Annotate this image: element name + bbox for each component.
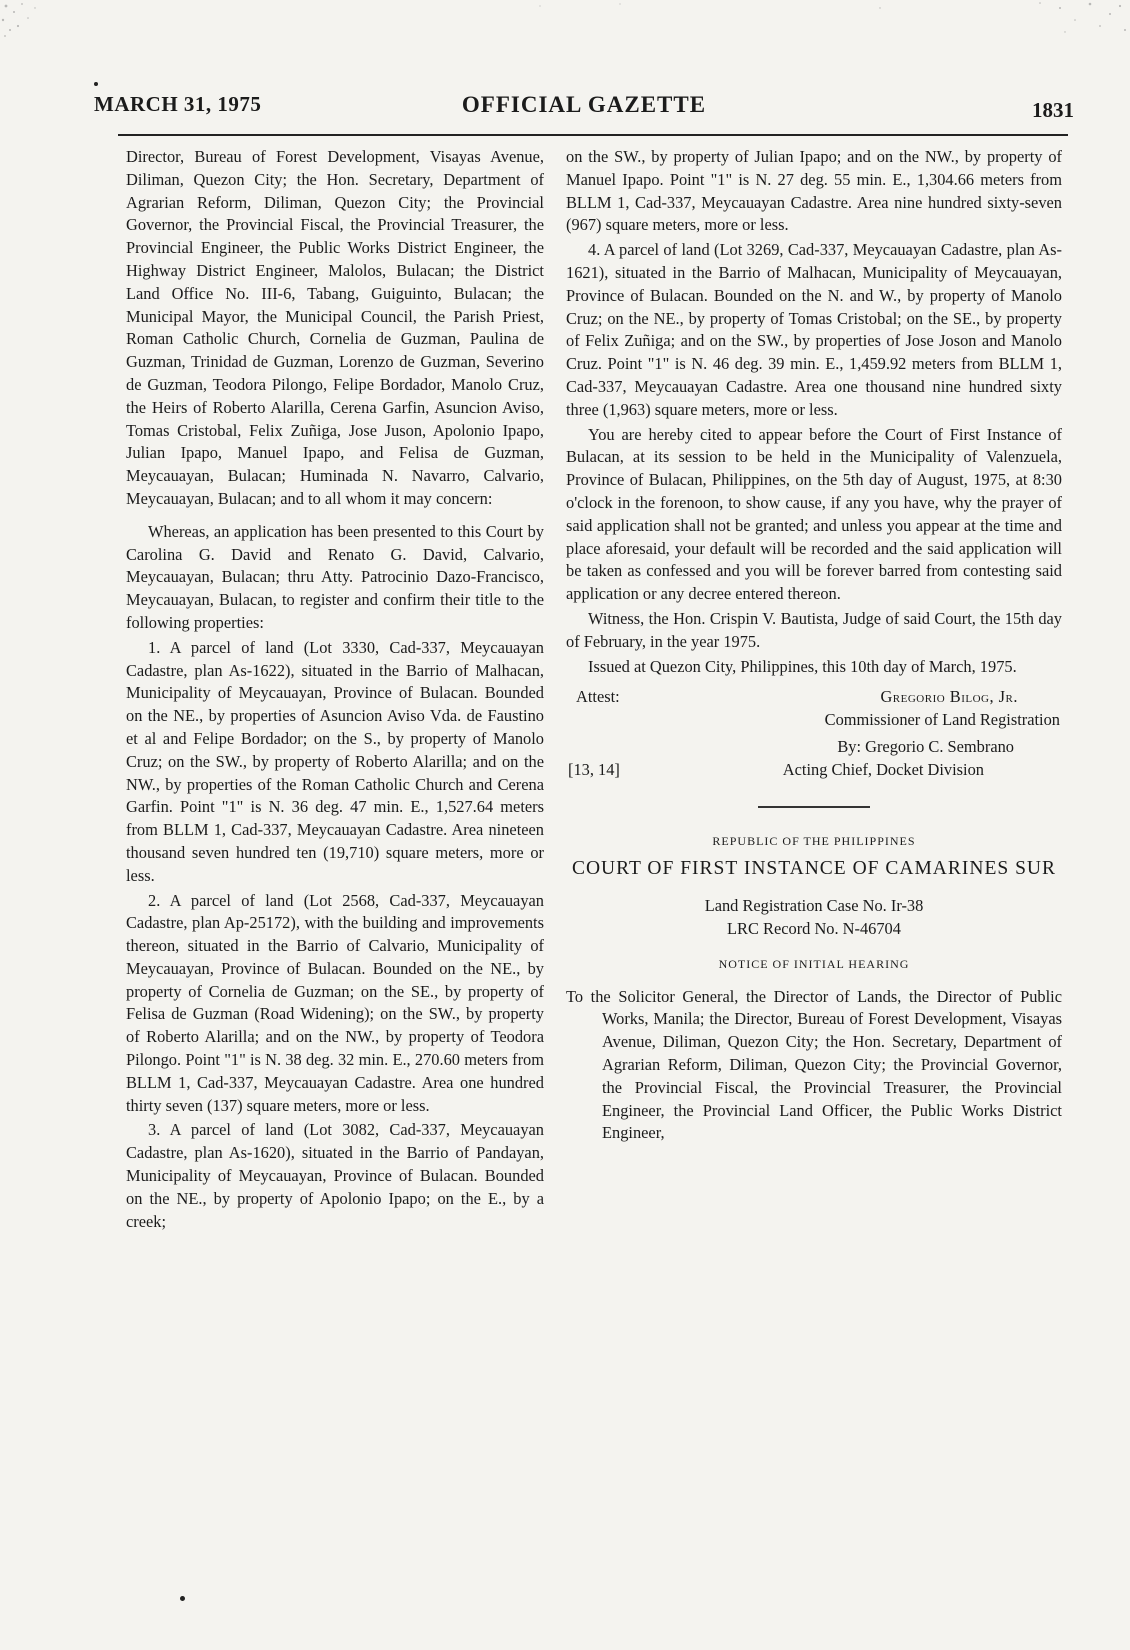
addressee-paragraph: Director, Bureau of Forest Development, Visayas Avenue, Diliman, Quezon City; the Hon. Secretary, Department of Agrarian Reform, Diliman, Quezon City; the Provincial Governor, the Provincial Fiscal, the Provincial Treasurer, the Provincial Engineer, the Public Works District Engineer, the Highway District Engineer, Malolos, Bulacan; the District Land Office No. III-6, Tabang, Guiguinto, Bulacan; the Municipal Mayor, the Municipal Council, the Parish Priest, Roman Catholic Church, Cornelia de Guzman, Paulina de Guzman, Trinidad de Guzman, Lorenzo de Guzman, Severino de Guzman, Teodora Pilongo, Felipe Bordador, Manolo Cruz, the Heirs of Roberto Alarilla, Cerena Garfin, Asuncion Aviso, Tomas Cristobal, Felix Zuñiga, Jose Juson, Apolonio Ipapo, Julian Ipapo, Manuel Ipapo, and Felisa de Guzman, Meycauayan, Bulacan; Huminada N. Navarro, Calvario, Meycauayan, Bulacan; and to all whom it may concern: — [126, 147, 544, 508]
docket-chief-title: Acting Chief, Docket Division — [782, 760, 984, 780]
header-page-number: 1831 — [1032, 98, 1074, 122]
whereas-paragraph: Whereas, an application has been presented to this Court by Carolina G. David and Renato G. David, Calvario, Meycauayan, Bulacan; thru Atty. Patrocinio Dazo-Francisco, Meycauayan, Bulacan, to register and confirm their title to the following properties: — [126, 521, 544, 632]
header-rule — [118, 134, 1068, 136]
scan-dot-decoration — [94, 82, 98, 86]
commissioner-name: Gregorio Bilog, Jr. — [880, 687, 1018, 707]
republic-heading: REPUBLIC OF THE PHILIPPINES — [712, 834, 916, 849]
scan-noise-decoration — [0, 0, 1130, 40]
parcel-3-paragraph: 3. A parcel of land (Lot 3082, Cad-337, Meycauayan Cadastre, plan As-1620), situated in the Barrio of Pandayan, Municipality of Meycauayan, Province of Bulacan. Bounded on the NE., by property of Apolonio Ipapo; on the E., by a creek; — [126, 1120, 544, 1231]
parcel-3-continuation: on the SW., by property of Julian Ipapo; and on the NW., by property of Manuel Ipapo. Point "1" is N. 27 deg. 55 min. E., 1,304.66 meters from BLLM 1, Cad-337, Meycauayan Cadastre. Area nine hundred sixty-seven (967) square meters, more or less. — [566, 147, 1062, 235]
right-column — [566, 146, 1062, 1147]
section-divider — [758, 806, 870, 808]
issued-paragraph: Issued at Quezon City, Philippines, this 10th day of March, 1975. — [588, 656, 1017, 676]
parcel-2-paragraph: 2. A parcel of land (Lot 2568, Cad-337, Meycauayan Cadastre, plan Ap-25172), with the building and improvements thereon, situated in the Barrio of Calvario, Municipality of Meycauayan, Province of Bulacan. Bounded on the NE., by property of Cornelia de Guzman; on the SE., by property of Felisa de Guzman (Road Widening); on the SW., by property of Roberto Alarilla; and on the NW., by property of Teodora Pilongo. Point "1" is N. 38 deg. 32 min. E., 270.60 meters from BLLM 1, Cad-337, Meycauayan Cadastre. Area one hundred thirty seven (137) square meters, more or less. — [126, 890, 544, 1115]
notice-addressees: To the Solicitor General, the Director of Lands, the Director of Public Works, Manila; the Director, Bureau of Forest Development, Visayas Avenue, Diliman, Quezon City; the Hon. Secretary, Department of Agrarian Reform, Diliman, Quezon City; the Provincial Governor, the Provincial Fiscal, the Provincial Treasurer, the Provincial Engineer, the Provincial Land Officer, the Public Works District Engineer, — [566, 986, 1062, 1143]
scan-dot-decoration — [180, 1596, 185, 1601]
parcel-1-paragraph: 1. A parcel of land (Lot 3330, Cad-337, Meycauayan Cadastre, plan As-1622), situated in the Barrio of Malhacan, Municipality of Meycauayan, Province of Bulacan. Bounded on the NE., by properties of Asuncion Aviso Vda. de Faustino et al and Felipe Bordador; on the S., by property of Manolo Cruz; on the SW., by property of Roberto Alarilla; and on the NW., by properties of the Roman Catholic Church and Cerena Garfin. Point "1" is N. 36 deg. 47 min. E., 1,527.64 meters from BLLM 1, Cad-337, Meycauayan Cadastre. Area nineteen thousand seven hundred ten (19,710) square meters, more or less. — [126, 637, 544, 885]
issue-reference: [13, 14] — [568, 760, 620, 780]
citation-paragraph: You are hereby cited to appear before the Court of First Instance of Bulacan, at its session to be held in the Municipality of Valenzuela, Province of Bulacan, Philippines, on the 5th day of August, 1975, at 8:30 o'clock in the forenoon, to show cause, if any you have, why the prayer of said application shall not be granted; and unless you appear at the time and place aforesaid, your default will be recorded and the said application will be taken as confessed and you will be forever barred from contesting said application or any decree entered thereon. — [566, 424, 1062, 604]
signature-block — [566, 684, 1062, 780]
case-number: Land Registration Case No. Ir-38 — [704, 896, 924, 916]
signed-by: By: Gregorio C. Sembrano — [837, 737, 1014, 757]
attest-label: Attest: — [576, 687, 620, 707]
notice-title: NOTICE OF INITIAL HEARING — [718, 956, 910, 971]
witness-paragraph: Witness, the Hon. Crispin V. Bautista, Judge of said Court, the 15th day of February, in the year 1975. — [566, 608, 1062, 651]
page-header — [94, 92, 1074, 126]
case-numbers — [566, 895, 1062, 941]
court-heading: COURT OF FIRST INSTANCE OF CAMARINES SUR — [571, 858, 1057, 880]
commissioner-title: Commissioner of Land Registration — [824, 710, 1060, 730]
header-date: MARCH 31, 1975 — [94, 92, 262, 116]
parcel-4-paragraph: 4. A parcel of land (Lot 3269, Cad-337, Meycauayan Cadastre, plan As-1621), situated in the Barrio of Malhacan, Municipality of Meycauayan, Province of Bulacan. Bounded on the N. and W., by property of Manolo Cruz; on the NE., by property of Tomas Cristobal; on the SE., by property of Felix Zuñiga; and on the SW., by properties of Jose Joson and Manolo Cruz. Point "1" is N. 46 deg. 39 min. E., 1,459.92 meters from BLLM 1, Cad-337, Meycauayan Cadastre. Area one thousand nine hundred sixty three (1,963) square meters, more or less. — [566, 240, 1062, 419]
header-title: OFFICIAL GAZETTE — [461, 92, 707, 117]
left-column — [126, 146, 544, 1235]
lrc-record-number: LRC Record No. N-46704 — [727, 918, 901, 938]
